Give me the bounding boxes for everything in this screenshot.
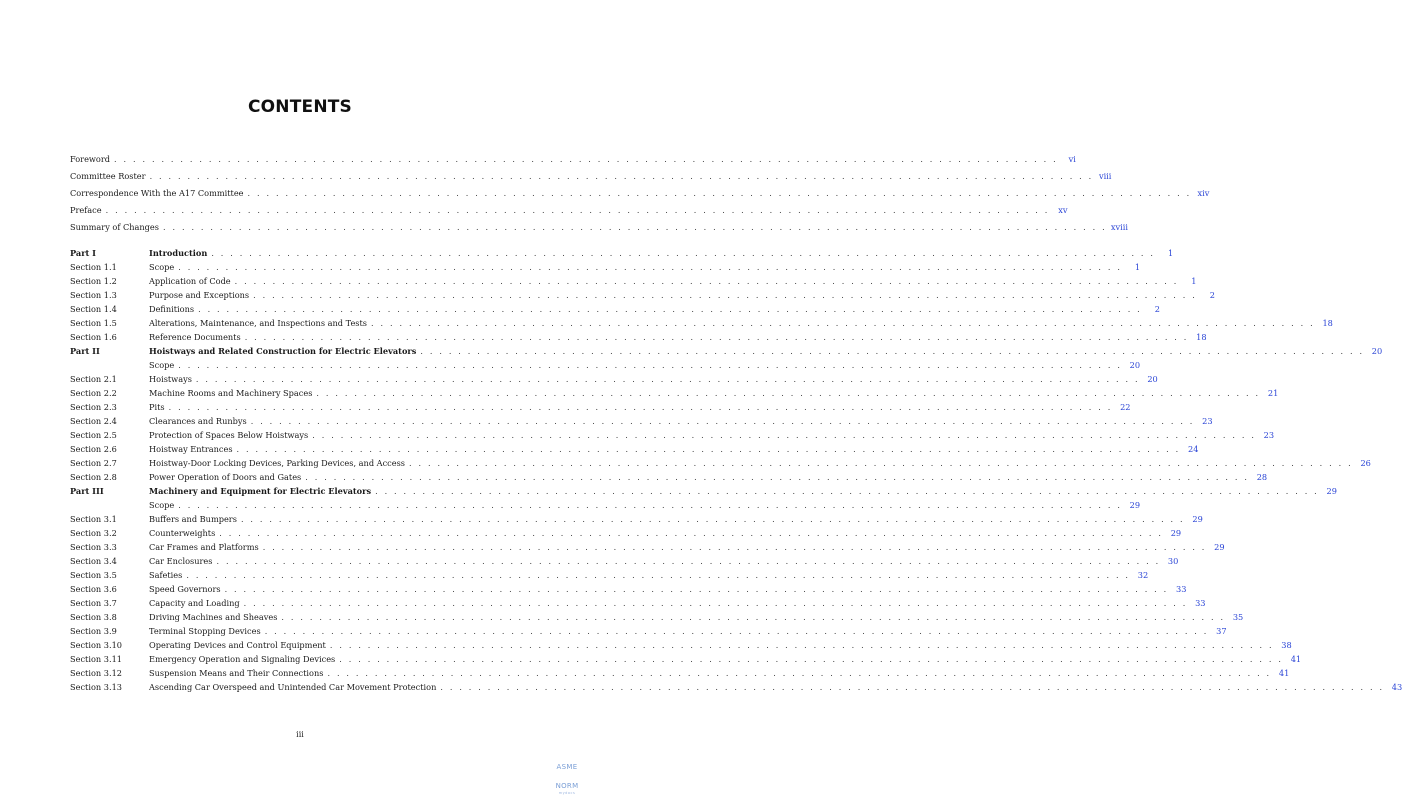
toc-entry-title: Emergency Operation and Signaling Devices — [149, 654, 336, 664]
toc-page-link[interactable]: 1 — [1191, 276, 1197, 286]
dot-leader: . . . . . . . . . . . . . . . . . . . . . . . . . . . . . . . . . . . . . . . . . . . . . . . . . . . . . . . . . . . . . . . . . . . . . . . . . . . . . . . . . . . . . . . . . . . . . . . . . . . . — [305, 473, 1250, 482]
dot-leader: . . . . . . . . . . . . . . . . . . . . . . . . . . . . . . . . . . . . . . . . . . . . . . . . . . . . . . . . . . . . . . . . . . . . . . . . . . . . . . . . . . . . . . . . . . . . . . . . . . . . — [168, 403, 1113, 412]
toc-page-link[interactable]: 32 — [1137, 570, 1149, 580]
toc-section-number: Section 2.4 — [70, 416, 117, 426]
toc-entry[interactable] — [70, 372, 1158, 386]
toc-page-link[interactable]: 26 — [1360, 458, 1371, 468]
toc-section-number: Section 2.7 — [70, 458, 117, 468]
toc-entry[interactable] — [70, 185, 1210, 202]
toc-entry[interactable] — [70, 526, 1182, 540]
toc-entry-title: Buffers and Bumpers — [149, 514, 237, 524]
toc-entry-title: Correspondence With the A17 Committee — [70, 188, 244, 198]
watermark-subtext: mydocs — [558, 791, 576, 795]
dot-leader: . . . . . . . . . . . . . . . . . . . . . . . . . . . . . . . . . . . . . . . . . . . . . . . . . . . . . . . . . . . . . . . . . . . . . . . . . . . . . . . . . . . . . . . . . . . . . . . . . . . . — [243, 599, 1188, 608]
toc-section-number: Section 3.6 — [70, 584, 117, 594]
toc-page-link[interactable]: 20 — [1147, 374, 1158, 384]
toc-section-number: Section 2.6 — [70, 444, 117, 454]
toc-page-link[interactable]: 30 — [1167, 556, 1179, 566]
toc-section-number: Section 1.2 — [70, 276, 117, 286]
toc-page-link[interactable]: 33 — [1195, 598, 1206, 608]
toc-page-link[interactable]: 23 — [1202, 416, 1213, 426]
toc-section-number: Section 1.1 — [70, 262, 117, 272]
dot-leader: . . . . . . . . . . . . . . . . . . . . . . . . . . . . . . . . . . . . . . . . . . . . . . . . . . . . . . . . . . . . . . . . . . . . . . . . . . . . . . . . . . . . . . . . . . . . . . . . . . . . — [327, 669, 1272, 678]
toc-page-link[interactable]: 41 — [1278, 668, 1290, 678]
toc-entry[interactable] — [70, 400, 1131, 414]
toc-page-link[interactable]: 29 — [1214, 542, 1225, 552]
toc-entry[interactable] — [70, 498, 1141, 512]
toc-entry-title: Car Enclosures — [149, 556, 213, 566]
toc-entry[interactable] — [70, 610, 1244, 624]
toc-page-link[interactable]: xv — [1058, 205, 1068, 215]
dot-leader: . . . . . . . . . . . . . . . . . . . . . . . . . . . . . . . . . . . . . . . . . . . . . . . . . . . . . . . . . . . . . . . . . . . . . . . . . . . . . . . . . . . . . . . . . . . . . . . . . . . . — [371, 319, 1315, 328]
toc-entry-title: Scope — [149, 360, 175, 370]
toc-entry-title: Hoistways — [149, 374, 192, 384]
toc-entry[interactable] — [70, 414, 1213, 428]
toc-section-number: Section 3.1 — [70, 514, 117, 524]
toc-section-number: Section 2.1 — [70, 374, 117, 384]
toc-page-link[interactable]: 35 — [1232, 612, 1244, 622]
toc-section-number: Section 2.3 — [70, 402, 117, 412]
toc-page-link[interactable]: 20 — [1129, 360, 1141, 370]
toc-section-number: Section 3.2 — [70, 528, 117, 538]
toc-page-link[interactable]: 28 — [1256, 472, 1268, 482]
toc-entry-title: Clearances and Runbys — [149, 416, 247, 426]
toc-page-link[interactable]: 24 — [1187, 444, 1199, 454]
toc-entry-title: Hoistways and Related Construction for Electric Elevators — [149, 346, 417, 356]
dot-leader: . . . . . . . . . . . . . . . . . . . . . . . . . . . . . . . . . . . . . . . . . . . . . . . . . . . . . . . . . . . . . . . . . . . . . . . . . . . . . . . . . . . . . . . . . . . . . . . . . . . . — [316, 389, 1261, 398]
toc-entry[interactable] — [70, 246, 1174, 260]
toc-section-number: Section 1.3 — [70, 290, 117, 300]
toc-section-number: Section 3.4 — [70, 556, 117, 566]
dot-leader: . . . . . . . . . . . . . . . . . . . . . . . . . . . . . . . . . . . . . . . . . . . . . . . . . . . . . . . . . . . . . . . . . . . . . . . . . . . . . . . . . . . . . . . . . . . . . . . . . . . . — [247, 189, 1192, 198]
dot-leader: . . . . . . . . . . . . . . . . . . . . . . . . . . . . . . . . . . . . . . . . . . . . . . . . . . . . . . . . . . . . . . . . . . . . . . . . . . . . . . . . . . . . . . . . . . . . . . . . . . . . — [236, 445, 1181, 454]
toc-entry[interactable] — [70, 456, 1371, 470]
dot-leader: . . . . . . . . . . . . . . . . . . . . . . . . . . . . . . . . . . . . . . . . . . . . . . . . . . . . . . . . . . . . . . . . . . . . . . . . . . . . . . . . . . . . . . . . . . . . . . . . . . . . — [250, 417, 1195, 426]
dot-leader: . . . . . . . . . . . . . . . . . . . . . . . . . . . . . . . . . . . . . . . . . . . . . . . . . . . . . . . . . . . . . . . . . . . . . . . . . . . . . . . . . . . . . . . . . . . . . . . . . . . . — [244, 333, 1189, 342]
toc-entry[interactable] — [70, 358, 1141, 372]
dot-leader: . . . . . . . . . . . . . . . . . . . . . . . . . . . . . . . . . . . . . . . . . . . . . . . . . . . . . . . . . . . . . . . . . . . . . . . . . . . . . . . . . . . . . . . . . . . . . . . . . . . . — [178, 501, 1123, 510]
toc-entry-title: Machine Rooms and Machinery Spaces — [149, 388, 313, 398]
toc-entry[interactable] — [70, 442, 1199, 456]
toc-page-link[interactable]: viii — [1098, 171, 1112, 181]
toc-entry[interactable] — [70, 540, 1225, 554]
toc-section-number: Part I — [70, 248, 97, 258]
toc-entry-title: Foreword — [70, 154, 111, 164]
toc-entry[interactable] — [70, 316, 1333, 330]
toc-entry[interactable] — [70, 624, 1227, 638]
dot-leader: . . . . . . . . . . . . . . . . . . . . . . . . . . . . . . . . . . . . . . . . . . . . . . . . . . . . . . . . . . . . . . . . . . . . . . . . . . . . . . . . . . . . . . . . . . . . . . . . . . . . — [409, 459, 1353, 468]
toc-section-number: Section 3.13 — [70, 682, 122, 692]
toc-entry-title: Summary of Changes — [70, 222, 159, 232]
toc-entry-title: Protection of Spaces Below Hoistways — [149, 430, 309, 440]
toc-page-link[interactable]: 29 — [1129, 500, 1141, 510]
toc-page-link[interactable]: 22 — [1120, 402, 1131, 412]
toc-entry-title: Ascending Car Overspeed and Unintended Car Movement Protection — [149, 682, 437, 692]
watermark-logo — [545, 754, 589, 795]
toc-section-number: Section 3.5 — [70, 570, 117, 580]
toc-entry[interactable] — [70, 666, 1290, 680]
toc-section-number: Section 3.3 — [70, 542, 117, 552]
toc-section-number: Section 3.11 — [70, 654, 122, 664]
toc-entry[interactable] — [70, 484, 1337, 498]
toc-page-link[interactable]: vi — [1068, 154, 1076, 164]
toc-section-number: Section 1.6 — [70, 332, 117, 342]
toc-entry-title: Introduction — [149, 248, 208, 258]
dot-leader: . . . . . . . . . . . . . . . . . . . . . . . . . . . . . . . . . . . . . . . . . . . . . . . . . . . . . . . . . . . . . . . . . . . . . . . . . . . . . . . . . . . . . . . . . . . . . . . . . . . . — [105, 206, 1050, 215]
toc-entry[interactable] — [70, 428, 1275, 442]
toc-entry-title: Operating Devices and Control Equipment — [149, 640, 326, 650]
toc-entry[interactable] — [70, 680, 1402, 694]
toc-entry-title: Counterweights — [149, 528, 216, 538]
dot-leader: . . . . . . . . . . . . . . . . . . . . . . . . . . . . . . . . . . . . . . . . . . . . . . . . . . . . . . . . . . . . . . . . . . . . . . . . . . . . . . . . . . . . . . . . . . . . . . . . . . . . — [262, 543, 1207, 552]
dot-leader: . . . . . . . . . . . . . . . . . . . . . . . . . . . . . . . . . . . . . . . . . . . . . . . . . . . . . . . . . . . . . . . . . . . . . . . . . . . . . . . . . . . . . . . . . . . . . . . . . . . . — [375, 487, 1319, 496]
toc-entry[interactable] — [70, 302, 1160, 316]
toc-entry[interactable] — [70, 202, 1068, 219]
toc-page-link[interactable]: 29 — [1192, 514, 1203, 524]
toc-page-link[interactable]: xiv — [1197, 188, 1210, 198]
toc-section-number: Section 3.7 — [70, 598, 117, 608]
dot-leader: . . . . . . . . . . . . . . . . . . . . . . . . . . . . . . . . . . . . . . . . . . . . . . . . . . . . . . . . . . . . . . . . . . . . . . . . . . . . . . . . . . . . . . . . . . . . . . . . . . . . — [216, 557, 1161, 566]
toc-entry[interactable] — [70, 512, 1203, 526]
watermark-text: ASME NORM — [555, 763, 579, 790]
toc-entry[interactable] — [70, 386, 1279, 400]
toc-entry[interactable] — [70, 652, 1302, 666]
dot-leader: . . . . . . . . . . . . . . . . . . . . . . . . . . . . . . . . . . . . . . . . . . . . . . . . . . . . . . . . . . . . . . . . . . . . . . . . . . . . . . . . . . . . . . . . . . . . . . . . . . . . — [339, 655, 1284, 664]
toc-entry-title: Hoistway-Door Locking Devices, Parking Devices, and Access — [149, 458, 405, 468]
toc-section-number: Part III — [70, 486, 104, 496]
dot-leader: . . . . . . . . . . . . . . . . . . . . . . . . . . . . . . . . . . . . . . . . . . . . . . . . . . . . . . . . . . . . . . . . . . . . . . . . . . . . . . . . . . . . . . . . . . . . . . . . . . . . — [281, 613, 1226, 622]
toc-page-link[interactable]: 41 — [1290, 654, 1302, 664]
toc-entry-title: Machinery and Equipment for Electric Elevators — [149, 486, 372, 496]
toc-entry[interactable] — [70, 330, 1207, 344]
toc-entry[interactable] — [70, 470, 1268, 484]
toc-section-number: Section 2.5 — [70, 430, 117, 440]
toc-entry[interactable] — [70, 219, 1128, 236]
toc-entry-title: Definitions — [149, 304, 195, 314]
toc-section-number: Section 1.4 — [70, 304, 117, 314]
toc-entry-title: Reference Documents — [149, 332, 241, 342]
dot-leader: . . . . . . . . . . . . . . . . . . . . . . . . . . . . . . . . . . . . . . . . . . . . . . . . . . . . . . . . . . . . . . . . . . . . . . . . . . . . . . . . . . . . . . . . . . . . . . . . . . . . — [420, 347, 1365, 356]
toc-entry[interactable] — [70, 638, 1292, 652]
toc-section-number: Section 2.2 — [70, 388, 117, 398]
dot-leader: . . . . . . . . . . . . . . . . . . . . . . . . . . . . . . . . . . . . . . . . . . . . . . . . . . . . . . . . . . . . . . . . . . . . . . . . . . . . . . . . . . . . . . . . . . . . . . . . . . . . — [195, 375, 1140, 384]
toc-page-link[interactable]: 21 — [1267, 388, 1279, 398]
toc-page-link[interactable]: 18 — [1322, 318, 1333, 328]
toc-entry-title: Alterations, Maintenance, and Inspections and Tests — [149, 318, 367, 328]
toc-entry-title: Safeties — [149, 570, 183, 580]
dot-leader: . . . . . . . . . . . . . . . . . . . . . . . . . . . . . . . . . . . . . . . . . . . . . . . . . . . . . . . . . . . . . . . . . . . . . . . . . . . . . . . . . . . . . . . . . . . . . . . . . . . . — [264, 627, 1209, 636]
toc-section-number: Section 1.5 — [70, 318, 117, 328]
toc-page-link[interactable]: 1 — [1134, 262, 1141, 272]
dot-leader: . . . . . . . . . . . . . . . . . . . . . . . . . . . . . . . . . . . . . . . . . . . . . . . . . . . . . . . . . . . . . . . . . . . . . . . . . . . . . . . . . . . . . . . . . . . . . . . . . . . . — [198, 305, 1142, 314]
toc-entry-title: Power Operation of Doors and Gates — [149, 472, 302, 482]
toc-entry-title: Hoistway Entrances — [149, 444, 233, 454]
dot-leader: . . . . . . . . . . . . . . . . . . . . . . . . . . . . . . . . . . . . . . . . . . . . . . . . . . . . . . . . . . . . . . . . . . . . . . . . . . . . . . . . . . . . . . . . . . . . . . . . . . . . — [186, 571, 1131, 580]
toc-page-link[interactable]: 23 — [1263, 430, 1275, 440]
toc-page-link[interactable]: 29 — [1170, 528, 1182, 538]
toc-section-number: Section 3.12 — [70, 668, 122, 678]
dot-leader: . . . . . . . . . . . . . . . . . . . . . . . . . . . . . . . . . . . . . . . . . . . . . . . . . . . . . . . . . . . . . . . . . . . . . . . . . . . . . . . . . . . . . . . . . . . . . . . . . . . . — [178, 361, 1123, 370]
toc-section-number: Section 3.10 — [70, 640, 122, 650]
toc-section-number: Part II — [70, 346, 100, 356]
toc-entry-title: Capacity and Loading — [149, 598, 240, 608]
toc-entry-title: Pits — [149, 402, 165, 412]
dot-leader: . . . . . . . . . . . . . . . . . . . . . . . . . . . . . . . . . . . . . . . . . . . . . . . . . . . . . . . . . . . . . . . . . . . . . . . . . . . . . . . . . . . . . . . . . . . . . . . . . . . . — [211, 249, 1156, 258]
dot-leader: . . . . . . . . . . . . . . . . . . . . . . . . . . . . . . . . . . . . . . . . . . . . . . . . . . . . . . . . . . . . . . . . . . . . . . . . . . . . . . . . . . . . . . . . . . . . . . . . . . . . — [240, 515, 1185, 524]
dot-leader: . . . . . . . . . . . . . . . . . . . . . . . . . . . . . . . . . . . . . . . . . . . . . . . . . . . . . . . . . . . . . . . . . . . . . . . . . . . . . . . . . . . . . . . . . . . . . . . . . . . . — [312, 431, 1257, 440]
toc-page-link[interactable]: 33 — [1176, 584, 1187, 594]
toc-entry-title: Suspension Means and Their Connections — [149, 668, 324, 678]
dot-leader: . . . . . . . . . . . . . . . . . . . . . . . . . . . . . . . . . . . . . . . . . . . . . . . . . . . . . . . . . . . . . . . . . . . . . . . . . . . . . . . . . . . . . . . . . . . . . . . . . . . . — [224, 585, 1169, 594]
toc-entry[interactable] — [70, 344, 1383, 358]
dot-leader: . . . . . . . . . . . . . . . . . . . . . . . . . . . . . . . . . . . . . . . . . . . . . . . . . . . . . . . . . . . . . . . . . . . . . . . . . . . . . . . . . . . . . . . . . . . . . . . . . . . . — [440, 683, 1385, 692]
toc-page-link[interactable]: 20 — [1371, 346, 1383, 356]
dot-leader: . . . . . . . . . . . . . . . . . . . . . . . . . . . . . . . . . . . . . . . . . . . . . . . . . . . . . . . . . . . . . . . . . . . . . . . . . . . . . . . . . . . . . . . . . . . . . . . . . . . . — [178, 263, 1123, 272]
toc-entry-title: Application of Code — [149, 276, 231, 286]
front-matter-list — [70, 151, 1210, 236]
toc-page-link[interactable]: 1 — [1167, 248, 1174, 258]
dot-leader: . . . . . . . . . . . . . . . . . . . . . . . . . . . . . . . . . . . . . . . . . . . . . . . . . . . . . . . . . . . . . . . . . . . . . . . . . . . . . . . . . . . . . . . . . . . . . . . . . . . . — [219, 529, 1164, 538]
toc-list — [70, 246, 1402, 694]
toc-entry[interactable] — [70, 151, 1076, 168]
toc-entry-title: Scope — [149, 500, 175, 510]
toc-entry[interactable] — [70, 596, 1206, 610]
toc-section-number: Section 2.8 — [70, 472, 117, 482]
toc-page-link[interactable]: 29 — [1326, 486, 1337, 496]
toc-page-link[interactable]: 18 — [1196, 332, 1207, 342]
dot-leader: . . . . . . . . . . . . . . . . . . . . . . . . . . . . . . . . . . . . . . . . . . . . . . . . . . . . . . . . . . . . . . . . . . . . . . . . . . . . . . . . . . . . . . . . . . . . . . . . . . . . — [114, 155, 1058, 164]
toc-entry-title: Preface — [70, 205, 102, 215]
page-number: iii — [296, 730, 304, 739]
toc-entry-title: Committee Roster — [70, 171, 146, 181]
toc-entry[interactable] — [70, 554, 1179, 568]
toc-section-number: Section 3.9 — [70, 626, 117, 636]
toc-entry[interactable] — [70, 568, 1149, 582]
toc-entry[interactable] — [70, 582, 1187, 596]
toc-entry-title: Car Frames and Platforms — [149, 542, 259, 552]
toc-page-link[interactable]: 2 — [1154, 304, 1160, 314]
toc-entry[interactable] — [70, 274, 1197, 288]
toc-entry-title: Scope — [149, 262, 175, 272]
dot-leader: . . . . . . . . . . . . . . . . . . . . . . . . . . . . . . . . . . . . . . . . . . . . . . . . . . . . . . . . . . . . . . . . . . . . . . . . . . . . . . . . . . . . . . . . . . . . . . . . . . . . — [253, 291, 1197, 300]
toc-page-link[interactable]: xviii — [1110, 222, 1128, 232]
page-title: CONTENTS — [247, 97, 353, 117]
toc-entry-title: Purpose and Exceptions — [149, 290, 250, 300]
toc-page-link[interactable]: 38 — [1281, 640, 1292, 650]
toc-entry-title: Terminal Stopping Devices — [149, 626, 261, 636]
dot-leader: . . . . . . . . . . . . . . . . . . . . . . . . . . . . . . . . . . . . . . . . . . . . . . . . . . . . . . . . . . . . . . . . . . . . . . . . . . . . . . . . . . . . . . . . . . . . . . . . . . . . — [234, 277, 1179, 286]
dot-leader: . . . . . . . . . . . . . . . . . . . . . . . . . . . . . . . . . . . . . . . . . . . . . . . . . . . . . . . . . . . . . . . . . . . . . . . . . . . . . . . . . . . . . . . . . . . . . . . . . . . . — [162, 223, 1107, 232]
toc-entry-title: Speed Governors — [149, 584, 221, 594]
toc-entry[interactable] — [70, 260, 1141, 274]
toc-page-link[interactable]: 43 — [1391, 682, 1402, 692]
toc-section-number: Section 3.8 — [70, 612, 117, 622]
toc-entry-title: Driving Machines and Sheaves — [149, 612, 278, 622]
toc-entry[interactable] — [70, 288, 1215, 302]
dot-leader: . . . . . . . . . . . . . . . . . . . . . . . . . . . . . . . . . . . . . . . . . . . . . . . . . . . . . . . . . . . . . . . . . . . . . . . . . . . . . . . . . . . . . . . . . . . . . . . . . . . . — [329, 641, 1274, 650]
toc-page-link[interactable]: 2 — [1209, 290, 1215, 300]
toc-entry[interactable] — [70, 168, 1112, 185]
toc-page-link[interactable]: 37 — [1216, 626, 1227, 636]
dot-leader: . . . . . . . . . . . . . . . . . . . . . . . . . . . . . . . . . . . . . . . . . . . . . . . . . . . . . . . . . . . . . . . . . . . . . . . . . . . . . . . . . . . . . . . . . . . . . . . . . . . . — [149, 172, 1094, 181]
